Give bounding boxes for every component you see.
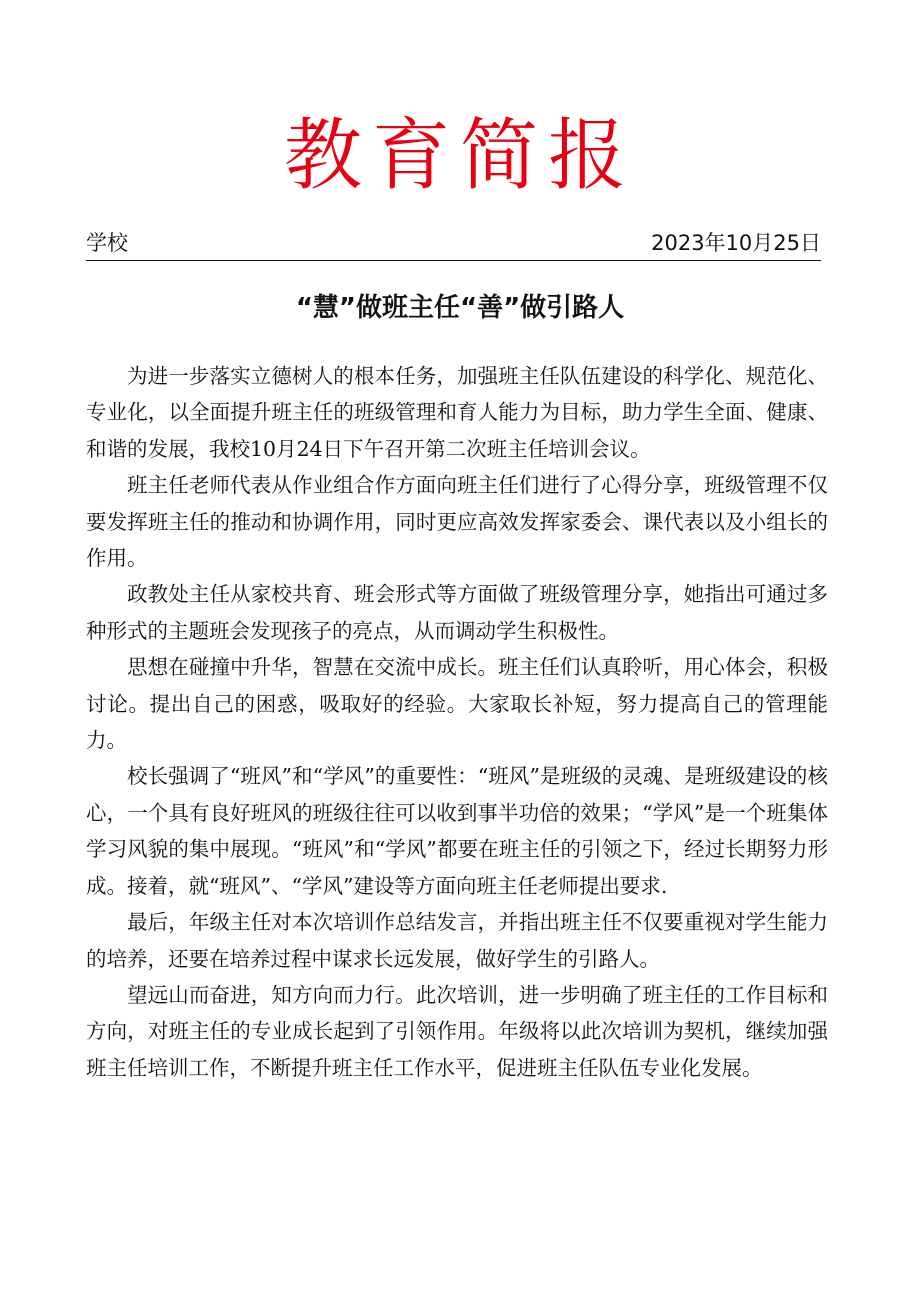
school-label: 学校 bbox=[86, 231, 128, 255]
paragraph: 政教处主任从家校共育、班会形式等方面做了班级管理分享，她指出可通过多种形式的主题班会发现孩子的亮点，从而调动学生积极性。 bbox=[86, 582, 828, 643]
paragraph: 望远山而奋进，知方向而力行。此次培训，进一步明确了班主任的工作目标和方向，对班主任的专业成长起到了引领作用。年级将以此次培训为契机，继续加强班主任培训工作，不断提升班主任工作水平，促进班主任队伍专业化发展。 bbox=[86, 982, 828, 1080]
article-headline: “慧”做班主任“善”做引路人 bbox=[295, 293, 625, 323]
paragraph: 为进一步落实立德树人的根本任务，加强班主任队伍建设的科学化、规范化、专业化，以全面提升班主任的班级管理和育人能力为目标，助力学生全面、健康、和谐的发展，我校10月24日下午召开第二次班主任培训会议。 bbox=[86, 364, 828, 461]
paragraph: 班主任老师代表从作业组合作方面向班主任们进行了心得分享，班级管理不仅要发挥班主任的推动和协调作用，同时更应高效发挥家委会、课代表以及小组长的作用。 bbox=[86, 473, 828, 571]
article-body bbox=[86, 358, 828, 1086]
paragraph: 思想在碰撞中升华，智慧在交流中成长。班主任们认真聆听，用心体会，积极讨论。提出自己的困惑，吸取好的经验。大家取长补短，努力提高自己的管理能力。 bbox=[86, 655, 828, 753]
newsletter-title: 教育简报 bbox=[283, 111, 636, 201]
paragraph: 最后，年级主任对本次培训作总结发言，并指出班主任不仅要重视对学生能力的培养，还要在培养过程中谋求长远发展，做好学生的引路人。 bbox=[86, 910, 828, 971]
dateline bbox=[86, 226, 821, 261]
paragraph: 校长强调了“班风”和“学风”的重要性：“班风”是班级的灵魂、是班级建设的核心，一个具有良好班风的班级往往可以收到事半功倍的效果；“学风”是一个班集体学习风貌的集中展现。“班风”和“学风”都要在班主任的引领之下，经过长期努力形成。接着，就“班风”、“学风”建设等方面向班主任老师提出要求. bbox=[86, 764, 828, 898]
issue-date: 2023年10月25日 bbox=[651, 231, 821, 255]
